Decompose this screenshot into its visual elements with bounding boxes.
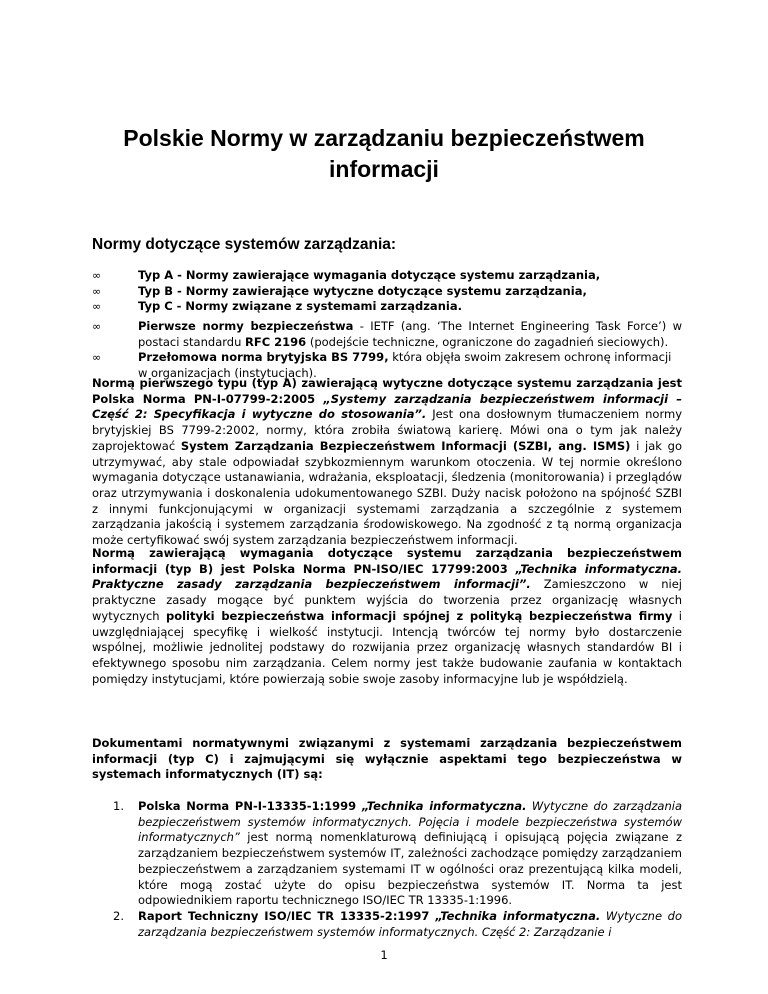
infinity-bullet-icon: ∞ xyxy=(92,351,102,365)
references-list xyxy=(113,799,682,940)
infinity-bullet-icon: ∞ xyxy=(92,269,102,282)
list-item xyxy=(92,268,682,284)
ref-number: 2. xyxy=(113,908,124,923)
first-norms-text-2: (podejście techniczne, ograniczone do zagadnień sieciowych). xyxy=(306,334,669,349)
section-heading-colon: : xyxy=(390,236,397,253)
infinity-bullet-icon: ∞ xyxy=(92,320,102,333)
first-norms-bold: Pierwsze normy bezpieczeństwa xyxy=(138,319,354,333)
ref-italic: Wytyczne do zarządzania bezpieczeństwem systemów informatycznych. Pojęcia i modele bezpieczeństwa systemów informatycznych” xyxy=(138,799,683,845)
ref-text: jest normą nomenklaturową definiującą i opisującą pojęcia związane z zarządzaniem bezpieczeństwem systemów IT, zależności zachodzące pomiędzy zarządzaniem bezpieczeństwem a zarządzaniem systemami IT w ogólności oraz prezentującą kilka modeli, które mogą zostać użyte do opisu bezpieczeństwa systemów IT. Norma ta jest odpowiednikiem raportu technicznego ISO/IEC TR 13335-1:1996. xyxy=(138,830,682,908)
title-line-2: informacji xyxy=(329,156,439,182)
type-b-text: Typ B - Normy zawierające wytyczne dotyczące systemu zarządzania, xyxy=(138,283,587,298)
para2-text-2: i uwzględniającej specyfikę i wielkość instytucji. Intencją twórców tej normy było dostarczenie wspólnej, możliwie jednolitej podstawy do rozwijania przez organizację własnych standardów BI i efektywnego sposobu nim zarządzania. Celem normy jest także budowanie zaufania w kontaktach pomiędzy instytucjami, które powierzają sobie swoje zasoby informacyjne lub je współdzielą. xyxy=(92,608,682,686)
para2-text: Zamieszczono w niej praktyczne zasady mogące być punktem wyjścia do tworzenia przez organizację własnych wytycznych xyxy=(92,577,683,623)
ref-bold: Polska Norma PN-I-13335-1:1999 xyxy=(138,799,362,813)
section-heading xyxy=(92,236,396,254)
para2-bold: Normą zawierającą wymagania dotyczące systemu zarządzania bezpieczeństwem informacji (typ B) jest Polska Norma PN-ISO/IEC 17799:2003 xyxy=(92,546,682,576)
list-item xyxy=(92,319,682,350)
para1-text: Jest ona dosłownym tłumaczeniem normy brytyjskiej BS 7799-2:2002, normy, która zrobiła światową karierę. Mówi ona o tym jak należy zaprojektować xyxy=(92,407,683,453)
para2-bold-2: polityki bezpieczeństwa informacji spójnej z polityką bezpieczeństwa firmy xyxy=(165,608,673,623)
para1-text-2: i jak go utrzymywać, aby stale odpowiadał szybkozmiennym warunkom otoczenia. W tej normie określono wymagania dotyczące ustanawiania, wdrażania, eksploatacji, śledzenia (monitorowania) i przeglądów oraz utrzymywania i doskonalenia udokumentowanego SZBI. Duży nacisk położono na spójność SZBI z innymi funkcjonującymi w organizacji systemami zarządzania a szczególnie z systemem zarządzania jakością i systemem zarządzania środowiskowego. Na zgodność z tą normą organizacja może certyfikować swój system zarządzania bezpieczeństwem informacji. xyxy=(92,438,682,548)
list-item xyxy=(92,284,682,300)
list-item xyxy=(113,799,682,909)
paragraph-type-b xyxy=(92,546,682,687)
type-c-text: Typ C - Normy związane z systemami zarządzania. xyxy=(138,299,462,314)
para3-bold: Dokumentami normatywnymi związanymi z systemami zarządzania bezpieczeństwem informacji (typ C) i zajmującymi się wyłącznie aspektami tego bezpieczeństwa w systemach informatycznych (IT) są: xyxy=(92,736,682,782)
ref-bold: Raport Techniczny ISO/IEC TR 13335-2:1997 xyxy=(138,908,436,923)
ref-bold-italic: „Technika informatyczna. xyxy=(361,799,527,813)
norm-types-list xyxy=(92,268,682,315)
page-number: 1 xyxy=(380,948,388,962)
infinity-bullet-icon: ∞ xyxy=(92,300,102,314)
section-heading-text: Normy dotyczące systemów zarządzania xyxy=(92,236,391,253)
para1-bold-2: System Zarządzania Bezpieczeństwem Informacji (SZBI, ang. ISMS) xyxy=(180,438,631,453)
paragraph-type-a xyxy=(92,376,682,549)
para1-bold: Normą pierwszego typu (typ A) zawierającą wytyczne dotyczące systemu zarządzania jest Polska Norma PN-I-07799-2:2005 xyxy=(92,376,682,406)
ref-number: 1. xyxy=(113,799,124,813)
type-a-text: Typ A - Normy zawierające wymagania dotyczące systemu zarządzania, xyxy=(138,268,601,282)
ref-bold-italic: „Technika informatyczna. xyxy=(435,908,601,923)
paragraph-type-c xyxy=(92,736,682,783)
list-item xyxy=(92,299,682,315)
document-title xyxy=(60,123,708,185)
para1-bold-italic: „Systemy zarządzania bezpieczeństwem informacji – Część 2: Specyfikacja i wytyczne do stosowania”. xyxy=(92,391,682,422)
first-norms-list xyxy=(92,319,682,382)
first-norms-text: - IETF (ang. ‘The Internet Engineering Task Force’) w postaci standardu xyxy=(138,319,682,349)
bs7799-text: która objęła swoim zakresem ochronę informacji w organizacjach (instytucjach). xyxy=(138,350,672,381)
title-line-1: Polskie Normy w zarządzaniu bezpieczeństwem xyxy=(123,125,645,151)
list-item xyxy=(113,909,682,940)
bs7799-bold: Przełomowa norma brytyjska BS 7799, xyxy=(138,350,389,365)
ref-italic: Wytyczne do zarządzania bezpieczeństwem systemów informatycznych. Część 2: Zarządzanie i xyxy=(138,908,682,939)
infinity-bullet-icon: ∞ xyxy=(92,284,102,298)
para2-bold-italic: „Technika informatyczna. Praktyczne zasady zarządzania bezpieczeństwem informacji”. xyxy=(92,561,683,592)
rfc-bold: RFC 2196 xyxy=(245,334,307,349)
